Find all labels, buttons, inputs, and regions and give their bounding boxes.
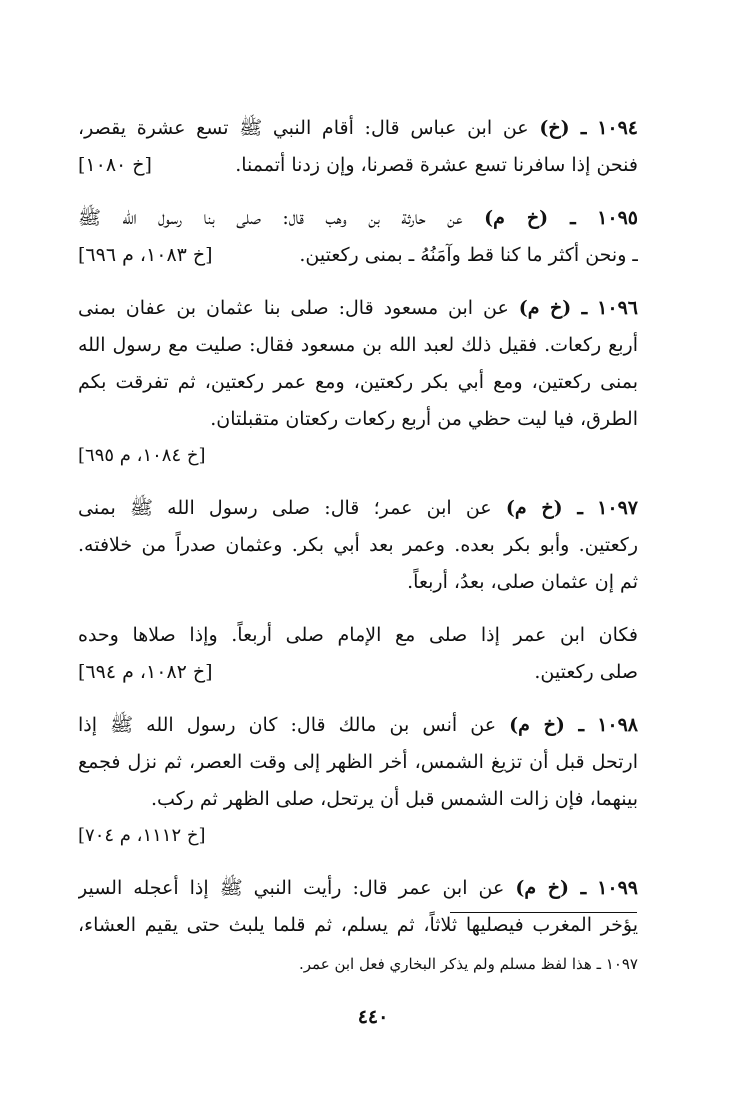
hadith-line: فكان ابن عمر إذا صلى مع الإمام صلى أربعاً. وإذا صلاها وحده bbox=[78, 624, 638, 646]
hadith-source: (خ م) bbox=[515, 877, 569, 899]
hadith-reference: [خ ١٠٨٠] bbox=[78, 154, 152, 176]
hadith-text: عن ابن عباس قال: أقام النبي ﷺ تسع عشرة يقصر، bbox=[78, 117, 529, 139]
hadith-line: ١٠٩٨ ـ (خ م) عن أنس بن مالك قال: كان رسول الله ﷺ إذا bbox=[78, 714, 638, 736]
hadith-number: ١٠٩٩ bbox=[597, 877, 638, 899]
hadith-text: ـ ونحن أكثر ما كنا قط وآمَنُهُ ـ بمنى ركعتين. bbox=[299, 244, 638, 266]
hadith-1099 bbox=[78, 870, 638, 944]
hadith-reference-line bbox=[78, 818, 638, 854]
hadith-line: ١٠٩٥ ـ (خ م) عن حارثة بن وهب قال: صلى بنا رسول الله ﷺ bbox=[78, 207, 638, 229]
hadith-reference: [خ ١٠٨٤، م ٦٩٥] bbox=[78, 445, 206, 466]
hadith-line bbox=[78, 654, 638, 691]
hadith-line bbox=[78, 147, 638, 184]
footnote: ١٠٩٧ ـ هذا لفظ مسلم ولم يذكر البخاري فعل ابن عمر. bbox=[299, 955, 638, 973]
hadith-reference: [خ ١٠٨٢، م ٦٩٤] bbox=[78, 661, 213, 683]
hadith-line: ١٠٩٦ ـ (خ م) عن ابن مسعود قال: صلى بنا عثمان بن عفان بمنى bbox=[78, 297, 638, 319]
hadith-line: الطرق، فيا ليت حظي من أربع ركعات ركعتان متقبلتان. bbox=[210, 408, 638, 430]
hadith-line: يؤخر المغرب فيصليها ثلاثاً، ثم يسلم، ثم قلما يلبث حتى يقيم العشاء، bbox=[78, 914, 638, 936]
hadith-reference-line bbox=[78, 438, 638, 474]
hadith-text: عن ابن مسعود قال: صلى بنا عثمان بن عفان بمنى bbox=[78, 297, 509, 319]
hadith-text: عن حارثة بن وهب قال: صلى بنا رسول الله ﷺ bbox=[78, 207, 463, 229]
hadith-number: ١٠٩٧ bbox=[597, 497, 638, 519]
hadith-text: فنحن إذا سافرنا تسع عشرة قصرنا، وإن زدنا أتممنا. bbox=[235, 154, 638, 176]
hadith-1097-continuation bbox=[78, 617, 638, 691]
hadith-source: (خ م) bbox=[518, 297, 572, 319]
hadith-line bbox=[78, 237, 638, 274]
hadith-line: ١٠٩٧ ـ (خ م) عن ابن عمر؛ قال: صلى رسول الله ﷺ بمنى bbox=[78, 497, 638, 519]
page-body bbox=[78, 110, 638, 960]
hadith-1095 bbox=[78, 200, 638, 274]
hadith-1098 bbox=[78, 707, 638, 854]
hadith-number: ١٠٩٨ bbox=[597, 714, 638, 736]
hadith-1096 bbox=[78, 290, 638, 474]
hadith-line: أربع ركعات. فقيل ذلك لعبد الله بن مسعود فقال: صليت مع رسول الله bbox=[78, 334, 638, 356]
hadith-reference: [خ ١٠٨٣، م ٦٩٦] bbox=[78, 244, 213, 266]
hadith-source: (خ) bbox=[539, 117, 570, 139]
hadith-number: ١٠٩٦ bbox=[597, 297, 638, 319]
hadith-reference: [خ ١١١٢، م ٧٠٤] bbox=[78, 825, 206, 846]
hadith-line: ركعتين. وأبو بكر بعده. وعمر بعد أبي بكر. وعثمان صدراً من خلافته. bbox=[78, 534, 638, 556]
footnote-divider bbox=[450, 912, 637, 913]
hadith-text: عن ابن عمر؛ قال: صلى رسول الله ﷺ بمنى bbox=[78, 497, 492, 519]
hadith-line: بينهما، فإن زالت الشمس قبل أن يرتحل، صلى الظهر ثم ركب. bbox=[150, 788, 638, 810]
hadith-line: ١٠٩٤ ـ (خ) عن ابن عباس قال: أقام النبي ﷺ تسع عشرة يقصر، bbox=[78, 117, 638, 139]
hadith-number: ١٠٩٥ bbox=[597, 207, 638, 229]
hadith-line: ارتحل قبل أن تزيغ الشمس، أخر الظهر إلى وقت العصر، ثم نزل فجمع bbox=[78, 751, 638, 773]
hadith-text: عن أنس بن مالك قال: كان رسول الله ﷺ إذا bbox=[78, 714, 497, 736]
hadith-number: ١٠٩٤ bbox=[597, 117, 638, 139]
hadith-source: (خ م) bbox=[505, 497, 563, 519]
hadith-1094 bbox=[78, 110, 638, 184]
hadith-line: ١٠٩٩ ـ (خ م) عن ابن عمر قال: رأيت النبي ﷺ إذا أعجله السير bbox=[78, 877, 638, 899]
hadith-text: صلى ركعتين. bbox=[534, 661, 638, 683]
hadith-line: ثم إن عثمان صلى، بعدُ، أربعاً. bbox=[407, 571, 638, 593]
hadith-source: (خ م) bbox=[484, 207, 549, 229]
hadith-line: بمنى ركعتين، ومع أبي بكر ركعتين، ومع عمر ركعتين، ثم تفرقت بكم bbox=[78, 371, 638, 393]
hadith-source: (خ م) bbox=[509, 714, 565, 736]
hadith-1097 bbox=[78, 490, 638, 601]
hadith-text: عن ابن عمر قال: رأيت النبي ﷺ إذا أعجله السير bbox=[78, 877, 505, 899]
page-number: ٤٤٠ bbox=[357, 1006, 389, 1028]
